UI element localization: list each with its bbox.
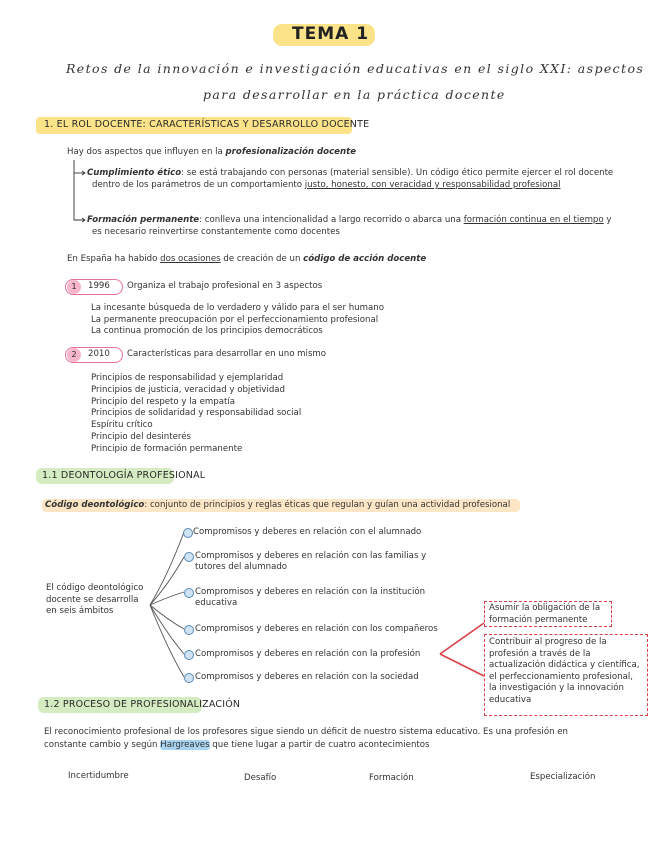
branch-number-circle	[184, 552, 194, 562]
occasion2-item: Principio del respeto y la empatía	[91, 396, 236, 407]
occasion2-year: 2010	[88, 349, 110, 359]
branch-6-line: Compromisos y deberes en relación con la sociedad	[195, 672, 419, 682]
branch-3-line: Compromisos y deberes en relación con la institución	[195, 587, 426, 597]
occasion2-item: Principio de formación permanente	[91, 443, 243, 454]
occasion1-item: La permanente preocupación por el perfeccionamiento profesional	[91, 314, 379, 325]
section12-heading: 1.2 PROCESO DE PROFESIONALIZACIÓN	[44, 699, 241, 710]
occasion2-item: Principio del desinterés	[91, 431, 192, 442]
branch-4	[195, 624, 438, 635]
note-box-1	[484, 601, 612, 627]
item1-text-b: dentro de los parámetros de un comportamiento	[92, 180, 305, 190]
occasion2-desc: Características para desarrollar en uno mismo	[127, 349, 327, 359]
item1-text-a: : se está trabajando con personas (material sensible). Un código ético permite ejercer el rol docente	[181, 168, 614, 178]
section12-line-2-suffix: que tiene lugar a partir de cuatro acontecimientos	[209, 740, 430, 750]
definition-term: Código deontológico	[45, 500, 145, 510]
definition-body: : conjunto de principios y reglas éticas que regulan y guían una actividad profesional	[144, 500, 511, 510]
branch-2	[195, 551, 426, 573]
note-box-2-line: actualización didáctica y científica,	[489, 660, 640, 671]
occasion1-desc: Organiza el trabajo profesional en 3 aspectos	[127, 281, 323, 291]
branch-number-circle	[184, 588, 194, 598]
subtitle-line-2: para desarrollar en la práctica docente	[203, 87, 506, 102]
event-4: Especialización	[530, 772, 596, 782]
occasion1-item: La continua promoción de los principios democráticos	[91, 326, 323, 336]
branch-1-line: Compromisos y deberes en relación con el alumnado	[193, 527, 422, 537]
note-box-2	[484, 634, 648, 716]
spain-prefix: En España ha habido	[67, 254, 161, 264]
branch-6	[195, 672, 419, 683]
occasion2-number: 2	[67, 348, 81, 362]
section1-heading: 1. EL ROL DOCENTE: CARACTERÍSTICAS Y DESARROLLO DOCENTE	[44, 119, 370, 130]
section12-line-2	[44, 740, 430, 751]
branch-3-line: educativa	[195, 598, 238, 608]
event-1: Incertidumbre	[68, 771, 129, 781]
branch-5-line: Compromisos y deberes en relación con la profesión	[195, 649, 421, 659]
branch-2-line: tutores del alumnado	[195, 562, 288, 572]
tree-root-line: El código deontológico	[46, 583, 144, 593]
spain-bold: código de acción docente	[303, 254, 427, 264]
branch-2-line: Compromisos y deberes en relación con las familias y	[195, 551, 427, 561]
intro-prefix: Hay dos aspectos que influyen en la	[67, 147, 226, 157]
note-box-2-line: profesión a través de la	[489, 648, 591, 659]
hargreaves-highlight: Hargreaves	[160, 740, 210, 750]
event-2: Desafío	[244, 773, 277, 783]
subtitle-line-1: Retos de la innovación e investigación educativas en el siglo XXI: aspectos	[66, 61, 645, 76]
item1-label: Cumplimiento ético	[87, 168, 182, 178]
item2-label: Formación permanente	[87, 215, 200, 225]
section12-line-2-prefix: constante cambio y según	[44, 740, 161, 750]
branch-5	[195, 649, 420, 660]
note-box-2-line: la investigación y la innovación	[489, 683, 625, 694]
occasion1-item: La incesante búsqueda de lo verdadero y válido para el ser humano	[91, 303, 384, 313]
section12-line-1: El reconocimiento profesional de los profesores sigue siendo un déficit de nuestro sistema educativo. Es una profesión en	[44, 727, 568, 737]
branch-4-line: Compromisos y deberes en relación con los compañeros	[195, 624, 438, 634]
item2-text-a: : conlleva una intencionalidad a largo recorrido o abarca una	[199, 215, 464, 225]
intro-bold: profesionalización docente	[225, 147, 357, 157]
note-box-2-line: educativa	[489, 694, 532, 705]
item1-underline: justo, honesto, con veracidad y responsabilidad profesional	[304, 180, 561, 190]
note-box-2-line: el perfeccionamiento profesional,	[489, 671, 633, 682]
branch-1	[193, 527, 421, 538]
branch-number-circle	[183, 528, 193, 538]
occasion2-item: Principios de justicia, veracidad y objetividad	[91, 384, 286, 395]
note-box-1-line: Asumir la obligación de la	[489, 603, 601, 613]
item2-underline: formación continua en el tiempo	[463, 215, 604, 225]
occasion1-number: 1	[67, 280, 81, 294]
tree-root-line: en seis ámbitos	[46, 606, 114, 616]
event-3: Formación	[369, 773, 414, 783]
occasion2-item: Principios de solidaridad y responsabilidad social	[91, 408, 302, 419]
page-title: TEMA 1	[292, 24, 370, 44]
section11-heading: 1.1 DEONTOLOGÍA PROFESIONAL	[42, 470, 206, 481]
item2-text-a-end: y	[603, 215, 612, 225]
occasion2-item: Principios de responsabilidad y ejemplaridad	[91, 373, 284, 383]
note-box-1-line: formación permanente	[489, 614, 588, 625]
spain-mid: de creación de un	[220, 254, 304, 264]
occasion1-year: 1996	[88, 281, 110, 291]
note-box-2-line: Contribuir al progreso de la	[489, 637, 607, 647]
item2-line-b: es necesario reinvertirse constantemente como docentes	[92, 227, 340, 237]
branch-number-circle	[184, 673, 194, 683]
branch-3	[195, 587, 425, 609]
branch-number-circle	[184, 625, 194, 635]
occasion2-item: Espíritu crítico	[91, 420, 153, 431]
tree-root-line: docente se desarrolla	[46, 594, 139, 605]
branch-number-circle	[184, 650, 194, 660]
spain-underline: dos ocasiones	[160, 254, 221, 264]
